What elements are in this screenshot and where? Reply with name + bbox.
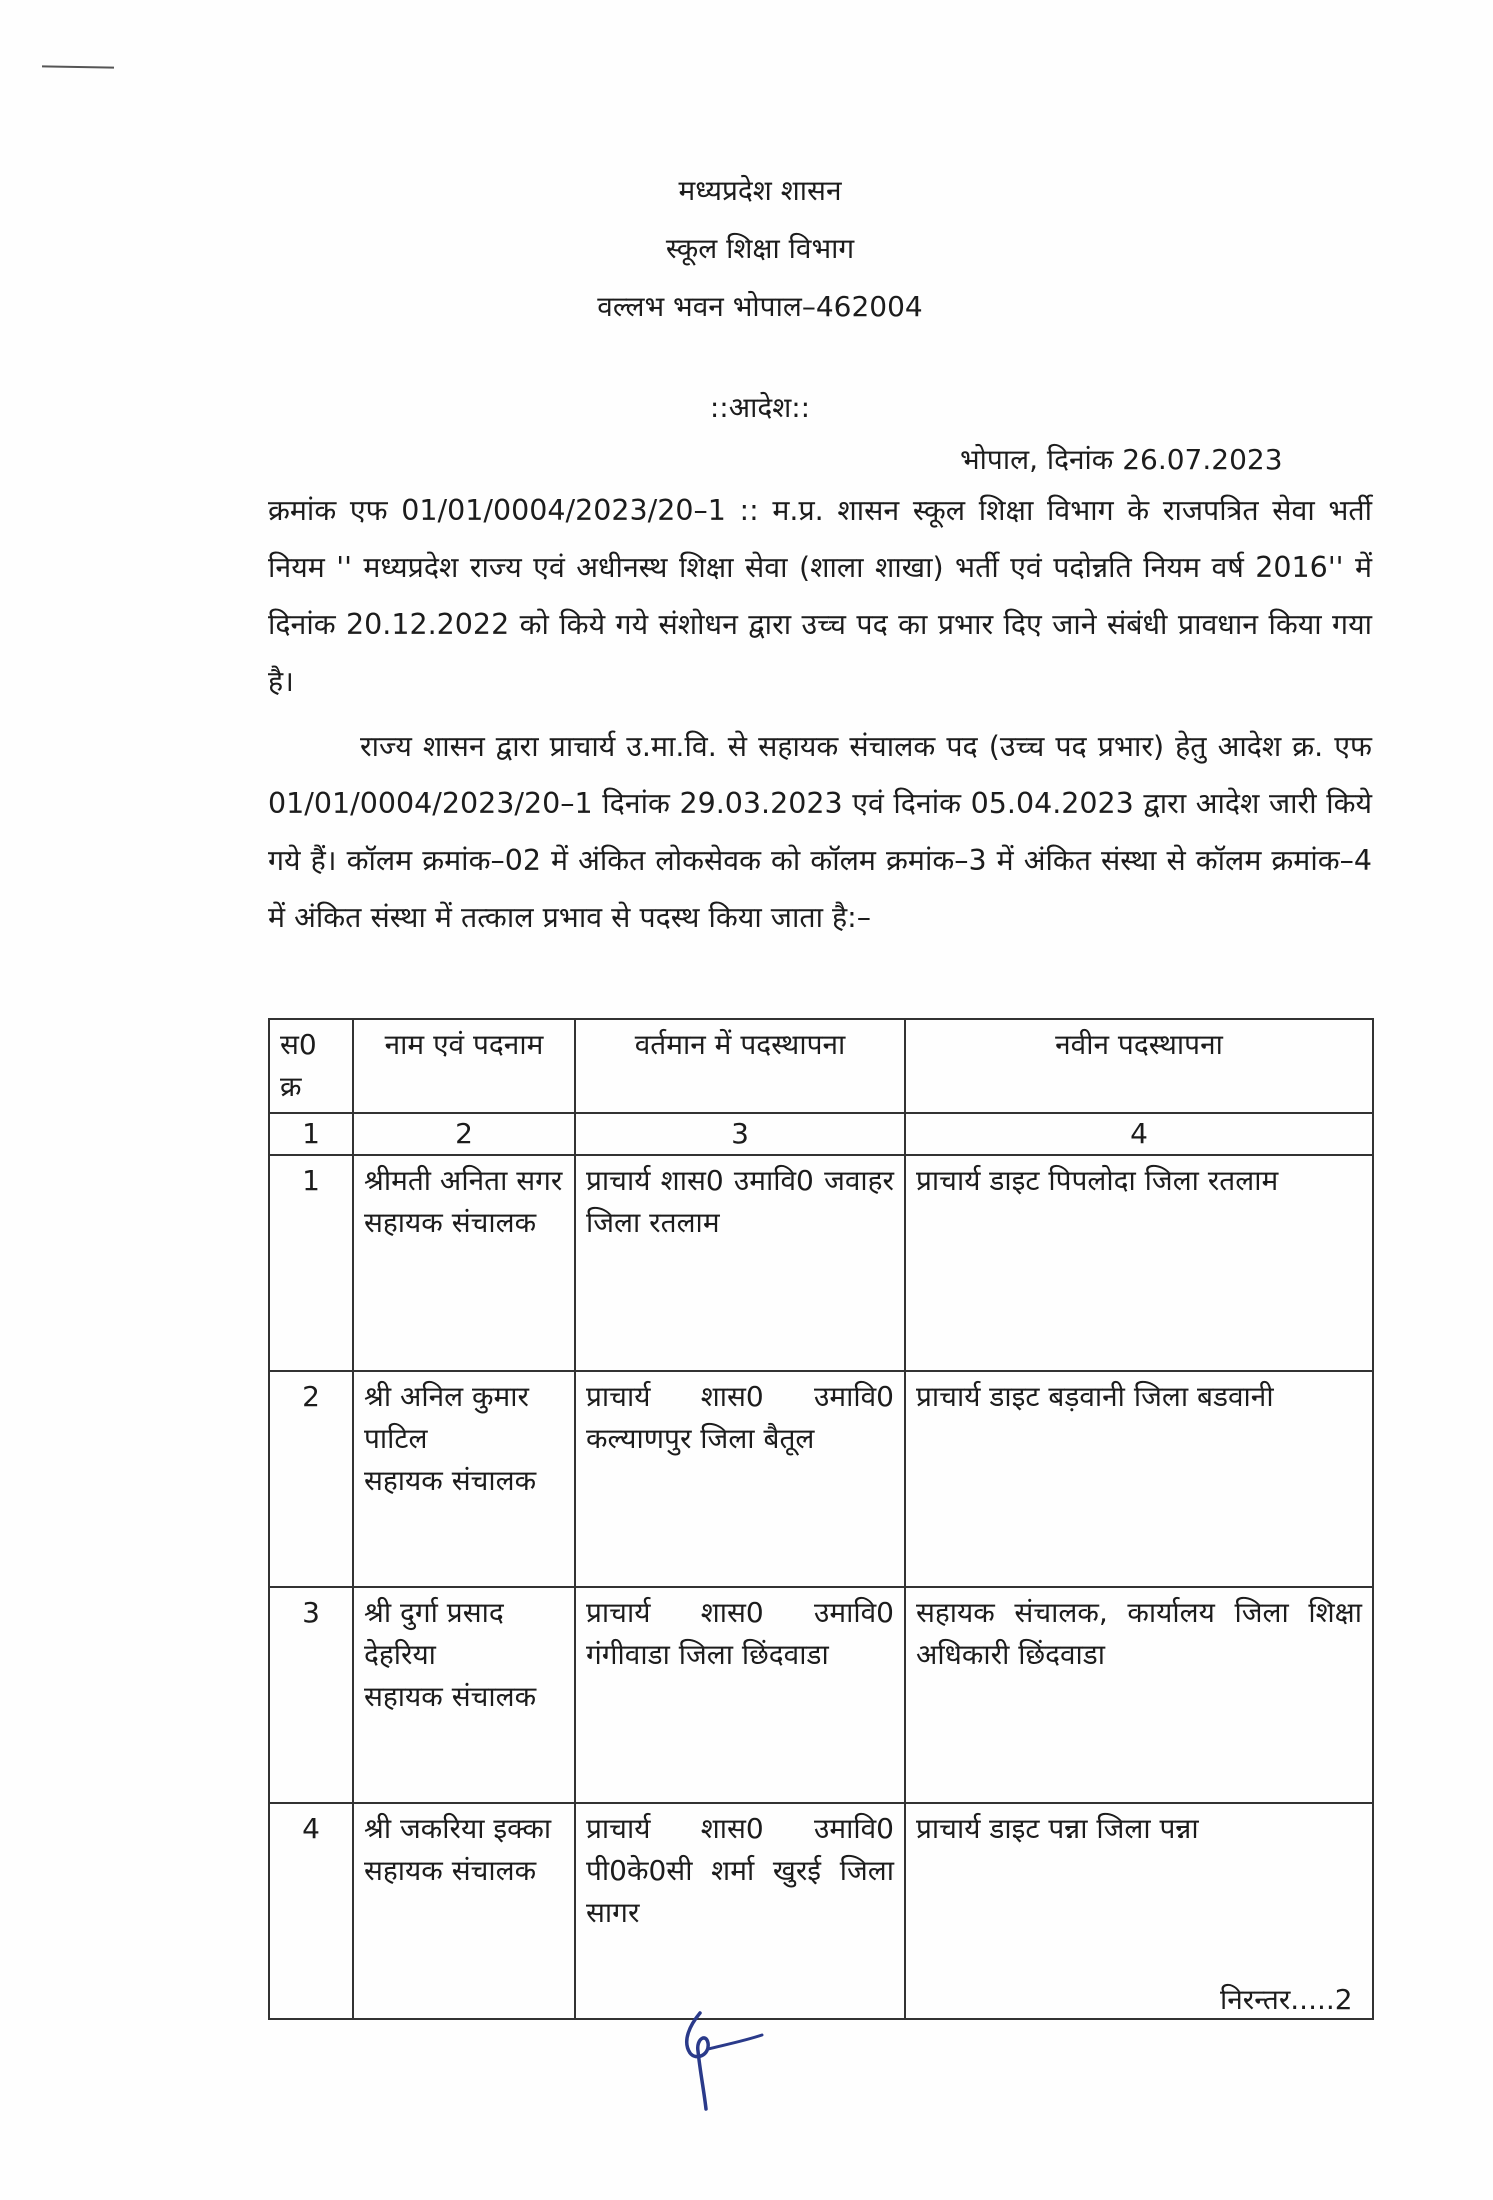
- column-number: 4: [905, 1113, 1373, 1155]
- officer-name-cell: [353, 1803, 575, 2019]
- officer-designation: सहायक संचालक: [364, 1680, 537, 1713]
- new-posting: प्राचार्य डाइट बड़वानी जिला बडवानी: [905, 1371, 1373, 1587]
- officer-name: श्री अनिल कुमार पाटिल: [364, 1380, 529, 1455]
- officer-name-cell: [353, 1155, 575, 1371]
- signature-icon: [660, 2005, 770, 2115]
- serial-number: 4: [269, 1803, 353, 2019]
- header-current-posting: वर्तमान में पदस्थापना: [575, 1019, 905, 1113]
- serial-number: 2: [269, 1371, 353, 1587]
- serial-number: 1: [269, 1155, 353, 1371]
- officer-designation: सहायक संचालक: [364, 1464, 537, 1497]
- current-posting: प्राचार्य शास0 उमावि0 जवाहर जिला रतलाम: [575, 1155, 905, 1371]
- current-posting: प्राचार्य शास0 उमावि0 गंगीवाडा जिला छिंदवाडा: [575, 1587, 905, 1803]
- transfer-table: [268, 1018, 1374, 2020]
- table-row: [269, 1803, 1373, 2019]
- order-paragraph-2: राज्य शासन द्वारा प्राचार्य उ.मा.वि. से सहायक संचालक पद (उच्च पद प्रभार) हेतु आदेश क्र. एफ 01/01/0004/2023/20–1 दिनांक 29.03.2023 एवं दिनांक 05.04.2023 द्वारा आदेश जारी किये गये हैं। कॉलम क्रमांक–02 में अंकित लोकसेवक को कॉलम क्रमांक–3 में अंकित संस्था से कॉलम क्रमांक–4 में अंकित संस्था में तत्काल प्रभाव से पदस्थ किया जाता है:–: [268, 730, 1372, 934]
- new-posting: सहायक संचालक, कार्यालय जिला शिक्षा अधिकारी छिंदवाडा: [905, 1587, 1373, 1803]
- table-row: [269, 1155, 1373, 1371]
- officer-name-cell: [353, 1371, 575, 1587]
- column-number: 1: [269, 1113, 353, 1155]
- serial-number: 3: [269, 1587, 353, 1803]
- table-header-row: [269, 1019, 1373, 1113]
- current-posting: प्राचार्य शास0 उमावि0 पी0के0सी शर्मा खुरई जिला सागर: [575, 1803, 905, 2019]
- table-row: [269, 1587, 1373, 1803]
- header-name: नाम एवं पदनाम: [353, 1019, 575, 1113]
- officer-designation: सहायक संचालक: [364, 1206, 537, 1239]
- officer-name: श्री जकरिया इक्का: [364, 1812, 552, 1845]
- officer-name: श्री दुर्गा प्रसाद देहरिया: [364, 1596, 504, 1671]
- new-posting: प्राचार्य डाइट पिपलोदा जिला रतलाम: [905, 1155, 1373, 1371]
- order-paragraph-1: क्रमांक एफ 01/01/0004/2023/20–1 :: म.प्र. शासन स्कूल शिक्षा विभाग के राजपत्रित सेवा भर्ती नियम '' मध्यप्रदेश राज्य एवं अधीनस्थ शिक्षा सेवा (शाला शाखा) भर्ती एवं पदोन्नति नियम वर्ष 2016'' में दिनांक 20.12.2022 को किये गये संशोधन द्वारा उच्च पद का प्रभार दिए जाने संबंधी प्रावधान किया गया है।: [268, 494, 1372, 698]
- order-title: ::आदेश::: [709, 391, 811, 424]
- officer-name: श्रीमती अनिता सगर: [364, 1164, 563, 1197]
- office-address: वल्लभ भवन भोपाल–462004: [597, 290, 923, 323]
- place-date: भोपाल, दिनांक 26.07.2023: [960, 443, 1283, 476]
- table-row: [269, 1371, 1373, 1587]
- officer-name-cell: [353, 1587, 575, 1803]
- header-new-posting: नवीन पदस्थापना: [905, 1019, 1373, 1113]
- continued-note: निरन्तर.....2: [1220, 1983, 1353, 2016]
- officer-designation: सहायक संचालक: [364, 1854, 537, 1887]
- column-number: 3: [575, 1113, 905, 1155]
- header-serial: स0 क्र: [269, 1019, 353, 1113]
- department-name: स्कूल शिक्षा विभाग: [665, 232, 855, 265]
- column-number: 2: [353, 1113, 575, 1155]
- new-posting: प्राचार्य डाइट पन्ना जिला पन्ना: [905, 1803, 1373, 2019]
- column-number-row: [269, 1113, 1373, 1155]
- current-posting: प्राचार्य शास0 उमावि0 कल्याणपुर जिला बैतूल: [575, 1371, 905, 1587]
- government-name: मध्यप्रदेश शासन: [678, 174, 842, 207]
- scan-mark: [42, 65, 114, 68]
